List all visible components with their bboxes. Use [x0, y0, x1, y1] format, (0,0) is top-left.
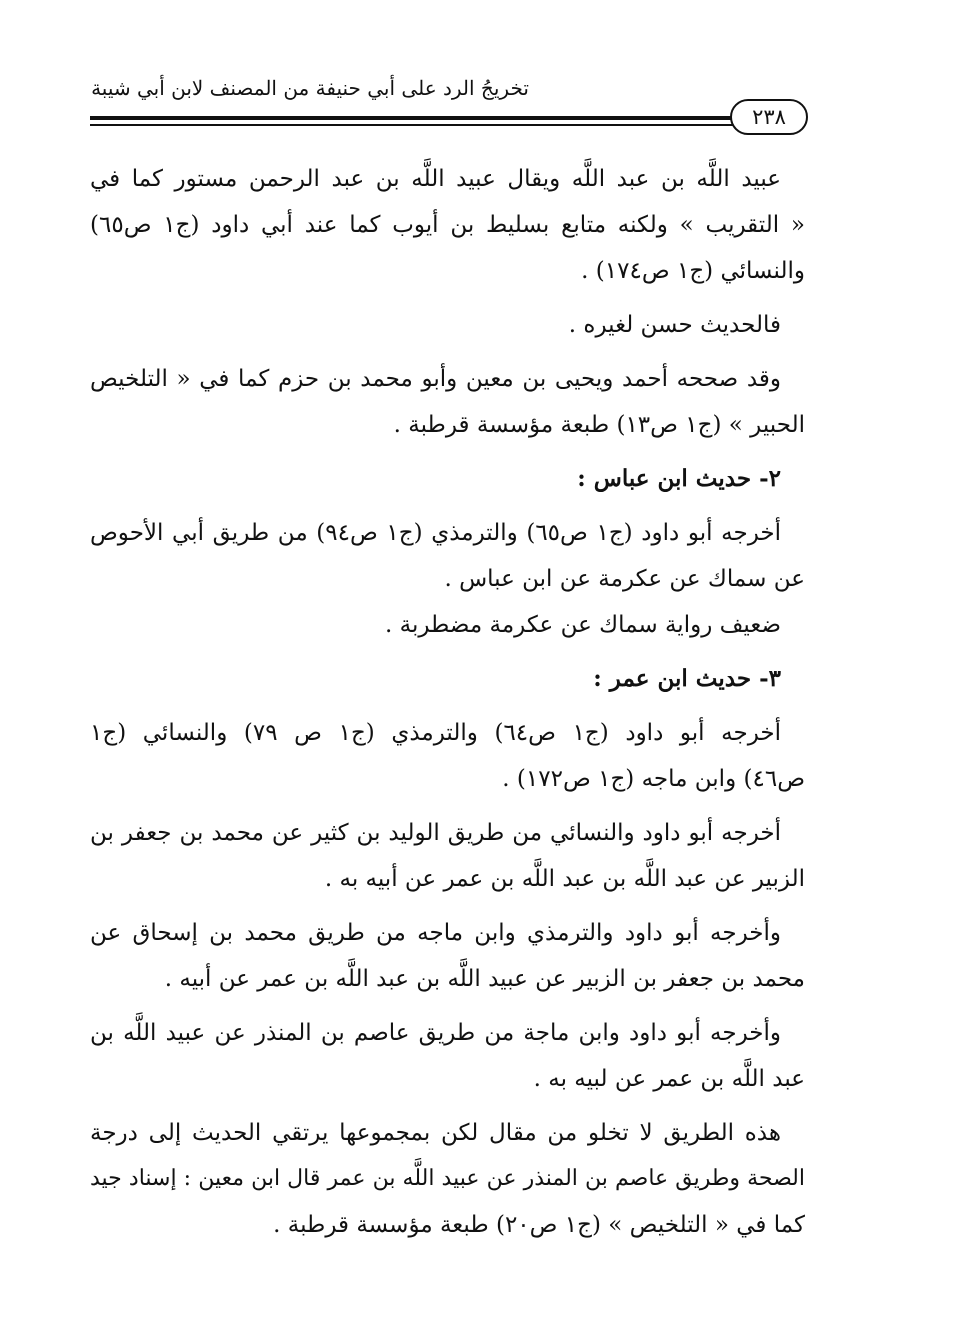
page-number: ٢٣٨ — [730, 99, 808, 135]
text-line: أخرجه أبو داود (ج١ ص٦٤) والترمذي (ج١ ص ٧٩) والنسائي (ج١ — [90, 720, 781, 746]
text-line: عن سماك عن عكرمة عن ابن عباس . — [444, 566, 805, 592]
text-line: محمد بن جعفر بن الزبير عن عبيد اللَّه بن عبد اللَّه بن عمر عن أبيه . — [164, 966, 805, 992]
paragraph — [90, 302, 805, 348]
paragraph — [90, 602, 805, 648]
text-line: « التقريب » ولكنه متابع بسليط بن أيوب كما عند أبي داود (ج١ ص٦٥) — [90, 212, 805, 238]
heading-ibn-abbas: ٢- حديث ابن عباس : — [577, 465, 781, 492]
text-line: وقد صححه أحمد ويحيى بن معين وأبو محمد بن حزم كما في « التلخيص — [90, 366, 781, 392]
paragraph-gap — [90, 648, 805, 656]
body-text — [90, 156, 805, 1248]
text-line: والنسائي (ج١ ص١٧٤) . — [581, 258, 805, 284]
section-heading — [90, 656, 805, 702]
paragraph — [90, 1010, 805, 1102]
paragraph-gap — [90, 502, 805, 510]
header-rule-thick — [90, 116, 740, 120]
paragraph — [90, 510, 805, 602]
text-line: أخرجه أبو داود (ج١ ص٦٥) والترمذي (ج١ ص٩٤) من طريق أبي الأحوص — [90, 520, 782, 546]
heading-ibn-umar: ٣- حديث ابن عمر : — [593, 665, 781, 692]
paragraph-gap — [90, 1102, 805, 1110]
paragraph — [90, 1110, 805, 1248]
paragraph — [90, 356, 805, 448]
section-heading — [90, 456, 805, 502]
text-line: ص٤٦) وابن ماجه (ج١ ص١٧٢) . — [502, 766, 805, 792]
paragraph-gap — [90, 348, 805, 356]
running-title: تخريجُ الرد على أبي حنيفة من المصنف لابن أبي شيبة — [91, 76, 529, 100]
paragraph-gap — [90, 802, 805, 810]
text-line: كما في « التلخيص » (ج١ ص٢٠) طبعة مؤسسة قرطبة . — [273, 1212, 805, 1238]
text-line: الزبير عن عبد اللَّه بن عبد اللَّه بن عمر عن أبيه به . — [324, 866, 805, 892]
text-line: ضعيف رواية سماك عن عكرمة مضطربة . — [385, 612, 781, 638]
paragraph — [90, 156, 805, 294]
text-line: عبد اللَّه بن عمر عن لبيه به . — [533, 1066, 805, 1092]
paragraph — [90, 910, 805, 1002]
paragraph-gap — [90, 702, 805, 710]
text-line: وأخرجه أبو داود والترمذي وابن ماجه من طريق محمد بن إسحاق عن — [90, 920, 781, 946]
paragraph-gap — [90, 448, 805, 456]
text-line: الحبير » (ج١ ص١٣) طبعة مؤسسة قرطبة . — [393, 412, 805, 438]
paragraph — [90, 810, 805, 902]
paragraph — [90, 710, 805, 802]
paragraph-gap — [90, 902, 805, 910]
text-line: فالحديث حسن لغيره . — [568, 312, 781, 338]
paragraph-gap — [90, 1002, 805, 1010]
header-rule-thin — [90, 124, 740, 126]
text-line: وأخرجه أبو داود وابن ماجة من طريق عاصم بن المنذر عن عبيد اللَّه بن — [90, 1020, 781, 1046]
text-line: عبيد اللَّه بن عبد اللَّه ويقال عبيد اللَّه بن عبد الرحمن مستور كما في — [90, 166, 781, 192]
text-line: أخرجه أبو داود والنسائي من طريق الوليد بن كثير عن محمد بن جعفر بن — [90, 820, 781, 846]
text-line: الصحة وطريق عاصم بن المنذر عن عبيد اللَّه بن عمر قال ابن معين : إسناد جيد — [90, 1166, 805, 1191]
text-line: هذه الطريق لا تخلو من مقال لكن بمجموعها يرتقي الحديث إلى درجة — [90, 1120, 781, 1146]
paragraph-gap — [90, 294, 805, 302]
